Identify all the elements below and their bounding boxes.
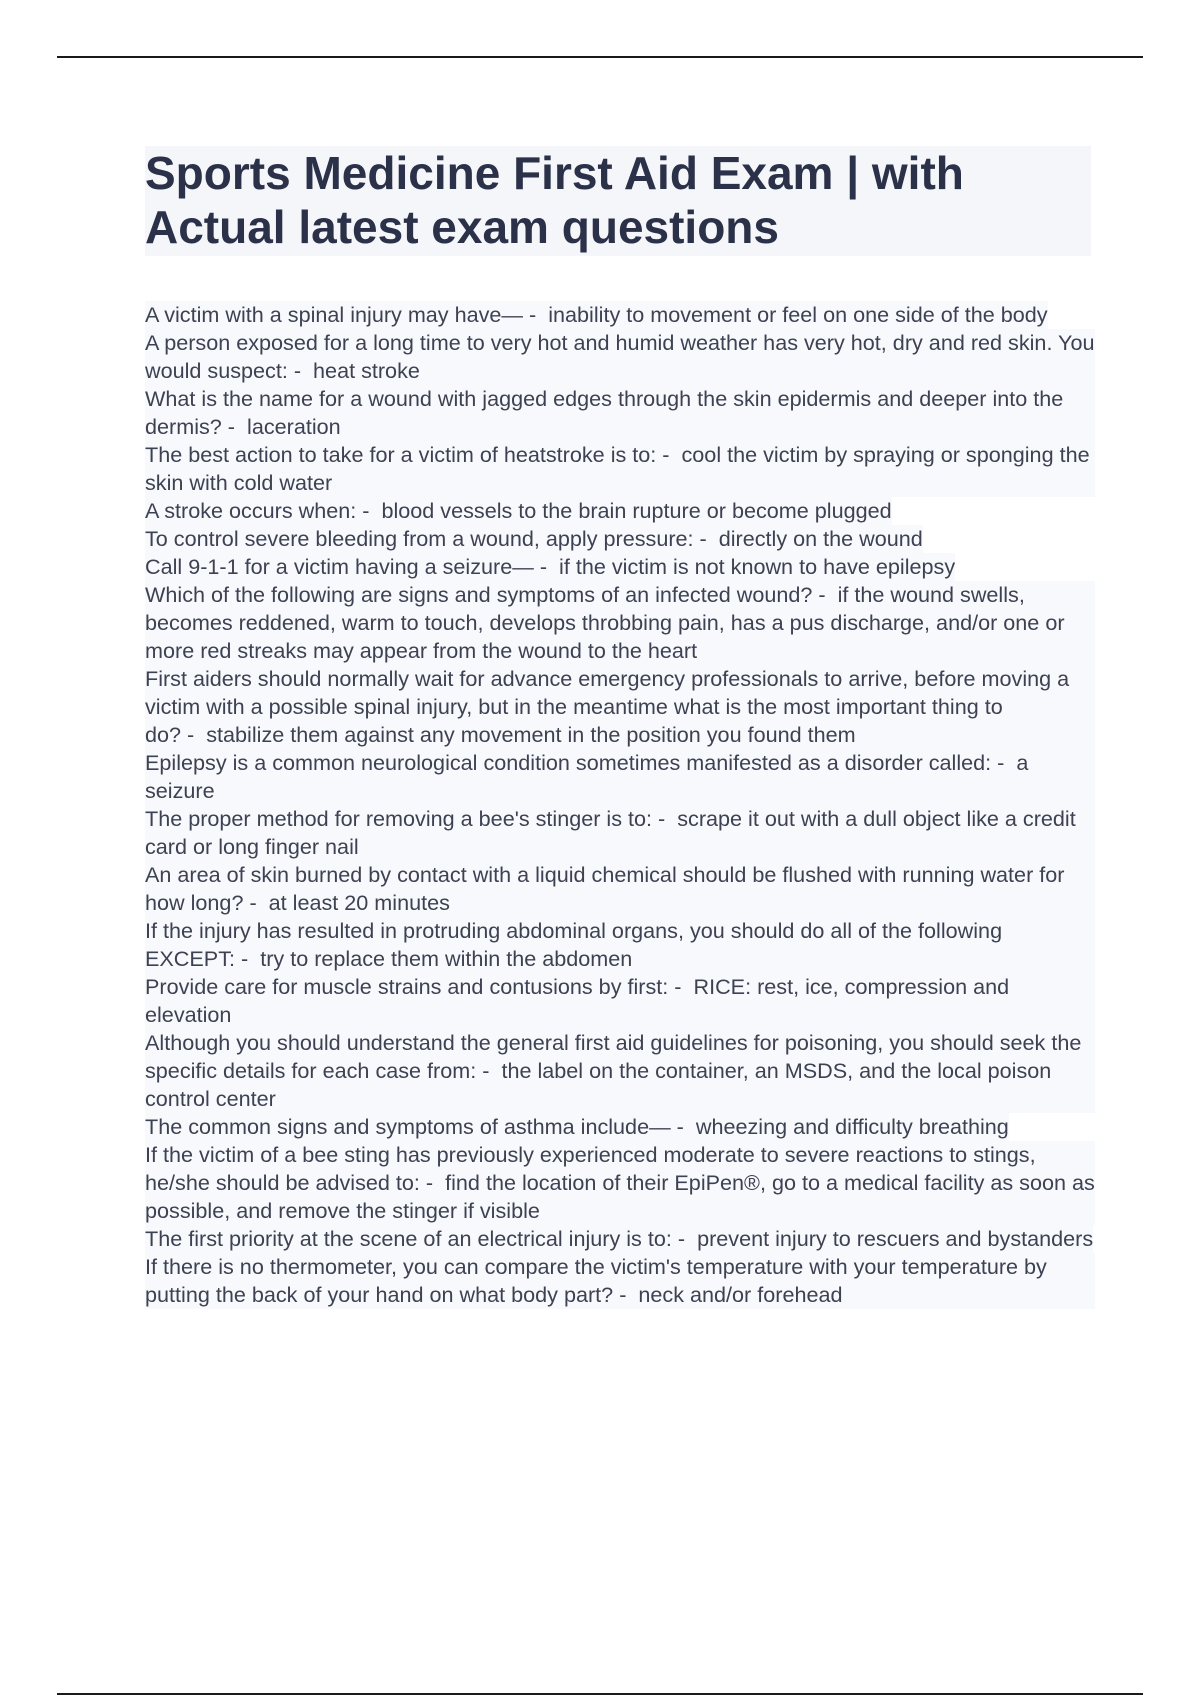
answer-text: if the wound swells, becomes reddened, warm to touch, develops throbbing pain, has a pus discharge, and/or one or more red streaks may appear from the wound to the heart [145,582,1065,663]
qa-item [145,441,1095,497]
answer-text: a seizure [145,750,1029,803]
qa-item [145,301,1048,329]
answer-text: RICE: rest, ice, compression and elevation [145,974,1010,1027]
question-text: If there is no thermometer, you can compare the victim's temperature with your temperature by putting the back of your hand on what body part? - [145,1254,1047,1307]
question-text: The proper method for removing a bee's stinger is to: - [145,806,677,831]
qa-item [145,385,1095,441]
question-text: If the injury has resulted in protruding abdominal organs, you should do all of the following EXCEPT: - [145,918,1002,971]
question-text: An area of skin burned by contact with a liquid chemical should be flushed with running water for how long? - [145,862,1064,915]
qa-item [145,1225,1093,1253]
qa-item [145,497,892,525]
answer-text: wheezing and difficulty breathing [695,1114,1009,1139]
document-title: Sports Medicine First Aid Exam | with Actual latest exam questions [145,147,964,253]
qa-item [145,1113,1009,1141]
question-text: The common signs and symptoms of asthma include— - [145,1114,696,1139]
question-text: A victim with a spinal injury may have— - [145,302,548,327]
answer-text: the label on the container, an MSDS, and the local poison control center [145,1058,1052,1111]
answer-text: scrape it out with a dull object like a credit card or long finger nail [145,806,1076,859]
qa-item [145,749,1095,805]
qa-item [145,1253,1095,1309]
qa-item [145,1029,1095,1113]
question-text: To control severe bleeding from a wound, apply pressure: - [145,526,719,551]
question-text: The best action to take for a victim of heatstroke is to: - [145,442,682,467]
answer-text: find the location of their EpiPen®, go to a medical facility as soon as possible, and remove the stinger if visible [145,1170,1095,1223]
qa-item [145,553,955,581]
qa-item [145,861,1095,917]
question-text: The first priority at the scene of an electrical injury is to: - [145,1226,697,1251]
answer-text: heat stroke [313,358,420,383]
title-block [145,146,1091,256]
footer-rule [57,1693,1143,1695]
question-text: If the victim of a bee sting has previously experienced moderate to severe reactions to stings, he/she should be advised to: - [145,1142,1036,1195]
question-text: Although you should understand the general first aid guidelines for poisoning, you should seek the specific details for each case from: - [145,1030,1081,1083]
answer-text: directly on the wound [718,526,923,551]
question-text: Epilepsy is a common neurological condition sometimes manifested as a disorder called: - [145,750,1016,775]
qa-item [145,525,923,553]
question-text: Provide care for muscle strains and contusions by first: - [145,974,693,999]
answer-text: at least 20 minutes [268,890,450,915]
question-text: What is the name for a wound with jagged edges through the skin epidermis and deeper into the dermis? - [145,386,1063,439]
answer-text: blood vessels to the brain rupture or become plugged [381,498,892,523]
answer-text: cool the victim by spraying or sponging the skin with cold water [145,442,1090,495]
question-text: A person exposed for a long time to very hot and humid weather has very hot, dry and red skin. You would suspect: - [145,330,1095,383]
qa-item [145,665,1095,749]
answer-text: if the victim is not known to have epilepsy [559,554,956,579]
question-text: Which of the following are signs and symptoms of an infected wound? - [145,582,838,607]
header-rule [57,56,1143,58]
question-text: A stroke occurs when: - [145,498,381,523]
answer-text: prevent injury to rescuers and bystanders [697,1226,1094,1251]
question-text: First aiders should normally wait for advance emergency professionals to arrive, before moving a victim with a possible spinal injury, but in the meantime what is the most important thing to do? - [145,666,1069,747]
qa-item [145,581,1095,665]
qa-item [145,805,1095,861]
qa-item [145,1141,1095,1225]
qa-list [145,301,1095,1309]
qa-item [145,329,1095,385]
answer-text: laceration [247,414,341,439]
answer-text: inability to movement or feel on one side of the body [548,302,1048,327]
qa-item [145,973,1095,1029]
answer-text: try to replace them within the abdomen [260,946,633,971]
answer-text: stabilize them against any movement in the position you found them [206,722,856,747]
qa-item [145,917,1095,973]
question-text: Call 9-1-1 for a victim having a seizure— - [145,554,559,579]
answer-text: neck and/or forehead [638,1282,843,1307]
